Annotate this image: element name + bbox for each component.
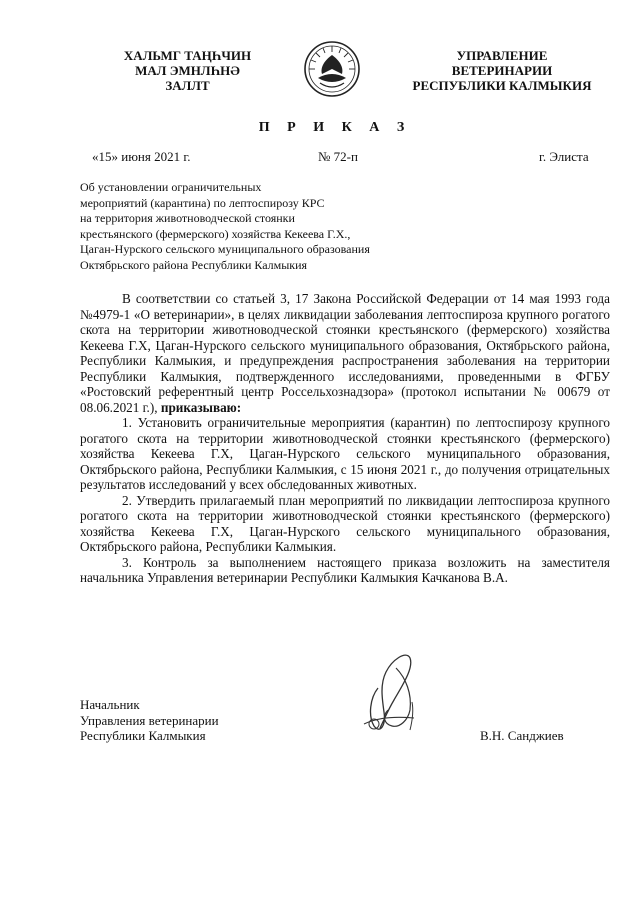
- handwritten-signature-icon: [340, 638, 450, 748]
- subject-line: мероприятий (карантина) по лептоспирозу КРС: [80, 195, 325, 210]
- order-body: [80, 291, 610, 586]
- order-subject: [80, 180, 410, 274]
- preamble-paragraph: [80, 291, 610, 415]
- subject-line: крестьянского (фермерского) хозяйства Кекеева Г.Х.,: [80, 226, 351, 241]
- position-line: Управления ветеринарии: [80, 712, 219, 728]
- order-date: «15» июня 2021 г.: [92, 149, 191, 164]
- header-kalmyk-org-name: [100, 48, 275, 93]
- header-left-line: МАЛ ЭМНЛҺНӘ: [135, 63, 240, 78]
- order-item: 2. Утвердить прилагаемый план мероприятий по ликвидации лептоспироза крупного рогатого скота на территории животноводческой стоянки крестьянского (фермерского) хозяйства Кекеева Г.Х, Цаган-Нурского сельского муниципального образования, Октябрьского района, Республики Калмыкия.: [80, 492, 610, 554]
- order-number: № 72-п: [318, 149, 358, 164]
- subject-line: Цаган-Нурского сельского муниципального образования: [80, 242, 370, 257]
- header-right-line: РЕСПУБЛИКИ КАЛМЫКИЯ: [412, 78, 592, 93]
- header-right-line: УПРАВЛЕНИЕ: [456, 48, 548, 63]
- preamble-text: В соответствии со статьей 3, 17 Закона Российской Федерации от 14 мая 1993 года №4979-1 «О ветеринарии», в целях ликвидации заболевания лептоспироза крупного рогатого скота на территории животноводческой стоянки крестьянского (фермерского) хозяйства Кекеева Г.Х, Цаган-Нурского сельского муниципального образования, Октябрьского района, Республики Калмыкия, и предупреждения распространения заболевания на территории Республики Калмыкия, подтвержденного исследованиями, проведенными в ФГБУ «Ростовский референтный центр Россельхознадзора» (протокол испытании № 00679 от 08.06.2021 г.),: [80, 291, 610, 415]
- header-left-line: ЗАЛЛТ: [165, 78, 210, 93]
- subject-line: Об установлении ограничительных: [80, 180, 262, 194]
- position-line: Начальник: [80, 697, 140, 712]
- position-line: Республики Калмыкия: [80, 728, 206, 743]
- header-left-line: ХАЛЬМГ ТАҢҺЧИН: [123, 48, 252, 63]
- header-russian-org-name: [392, 48, 612, 93]
- order-city: г. Элиста: [539, 149, 589, 164]
- header-right-line: ВЕТЕРИНАРИИ: [451, 63, 553, 78]
- order-word: приказываю:: [160, 399, 242, 415]
- order-item: 3. Контроль за выполнением настоящего приказа возложить на заместителя начальника Управления ветеринарии Республики Калмыкия Качканова В.А.: [80, 554, 610, 585]
- kalmykia-coat-of-arms-icon: [303, 40, 361, 98]
- subject-line: на территория животноводческой стоянки: [80, 211, 295, 226]
- signatory-name: В.Н. Санджиев: [480, 728, 564, 743]
- subject-line: Октябрьского района Республики Калмыкия: [80, 257, 308, 272]
- document-title: П Р И К А З: [258, 120, 412, 135]
- order-item: 1. Установить ограничительные мероприятия (карантин) по лептоспирозу крупного рогатого скота на территории животноводческой стоянки крестьянского (фермерского) хозяйства Кекеева Г.Х, Цаган-Нурского сельского муниципального образования, Октябрьского района, Республики Калмыкия, с 15 июня 2021 г., до получения отрицательных результатов исследований у всех обследованных животных.: [80, 415, 610, 492]
- signatory-position: [80, 697, 280, 744]
